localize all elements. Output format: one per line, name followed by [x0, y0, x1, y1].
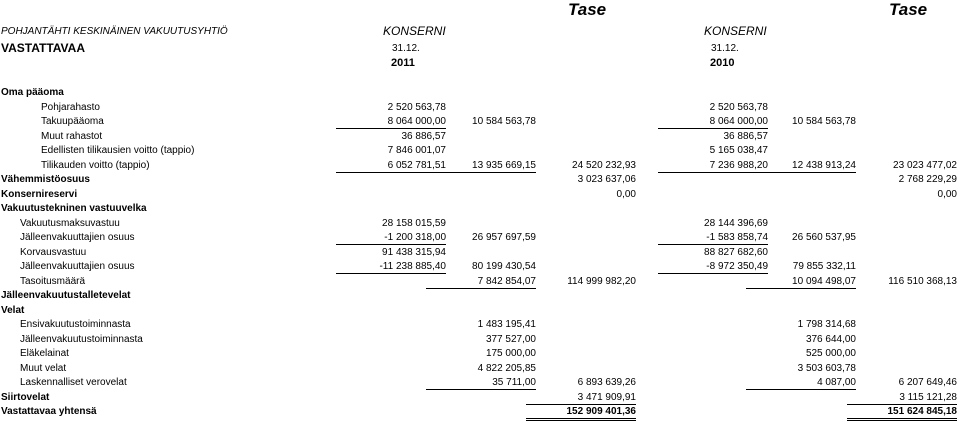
row-value-col4: 36 886,57 — [723, 131, 768, 142]
row-value-col5: 1 798 314,68 — [797, 319, 856, 330]
row-label: Korvausvastuu — [20, 247, 87, 258]
row-value-col1: 7 846 001,07 — [387, 145, 446, 156]
row-value-col5: 376 644,00 — [805, 334, 856, 345]
row-label: Muut velat — [20, 363, 67, 374]
row-value-col1: 91 438 315,94 — [382, 247, 446, 258]
row-label: Vakuutusmaksuvastuu — [20, 218, 120, 229]
row-value-col2: 26 957 697,59 — [472, 232, 536, 243]
row-label: Konsernireservi — [1, 189, 78, 200]
row-value-col1: 2 520 563,78 — [387, 102, 446, 113]
row-value-col6: 23 023 477,02 — [893, 160, 957, 171]
row-value-col2: 7 842 854,07 — [426, 276, 536, 289]
row-value-col3: 24 520 232,93 — [572, 160, 636, 171]
row-label: Siirtovelat — [1, 392, 50, 403]
row-label: Velat — [1, 305, 25, 316]
row-label: Tasoitusmäärä — [20, 276, 86, 287]
row-value-col2: 175 000,00 — [485, 348, 536, 359]
row-label: Oma pääoma — [1, 87, 64, 98]
row-value-col2: 377 527,00 — [485, 334, 536, 345]
row-label: Jälleenvakuuttajien osuus — [20, 261, 135, 272]
row-label: Vastattavaa yhtensä — [1, 406, 97, 417]
row-label: Vakuutustekninen vastuuvelka — [1, 203, 147, 214]
row-value-col3: 0,00 — [616, 189, 636, 200]
row-value-col6: 151 624 845,18 — [847, 406, 957, 421]
row-value-col6: 2 768 229,29 — [898, 174, 957, 185]
group-label-2010: KONSERNI — [704, 24, 767, 38]
row-value-col2: 1 483 195,41 — [477, 319, 536, 330]
row-value-col4: 8 064 000,00 — [658, 116, 768, 129]
year-2010: 2010 — [710, 57, 735, 69]
row-value-col3: 3 023 637,06 — [577, 174, 636, 185]
row-value-col4: 28 144 396,69 — [704, 218, 768, 229]
row-value-col5: 79 855 332,11 — [792, 261, 856, 272]
row-value-col4: -8 972 350,49 — [658, 261, 768, 274]
row-value-col5: 3 503 603,78 — [797, 363, 856, 374]
row-value-col4: 88 827 682,60 — [704, 247, 768, 258]
row-label: Laskennalliset verovelat — [20, 377, 127, 388]
date-2011: 31.12. — [392, 43, 420, 54]
row-value-col2: 80 199 430,54 — [472, 261, 536, 272]
company-name: POHJANTÄHTI KESKINÄINEN VAKUUTUSYHTIÖ — [1, 26, 228, 37]
row-label: Jälleenvakuuttajien osuus — [20, 232, 135, 243]
row-label: Muut rahastot — [41, 131, 103, 142]
row-value-col3: 3 471 909,91 — [526, 392, 636, 405]
row-value-col2: 13 935 669,15 — [426, 160, 536, 173]
row-value-col4: 5 165 038,47 — [709, 145, 768, 156]
row-value-col1: -11 238 885,40 — [336, 261, 446, 274]
row-value-col1: 6 052 781,51 — [336, 160, 446, 173]
row-value-col3: 114 999 982,20 — [567, 276, 636, 287]
row-value-col2: 4 822 205,85 — [477, 363, 536, 374]
row-value-col4: 7 236 988,20 — [658, 160, 768, 173]
row-value-col5: 4 087,00 — [746, 377, 856, 390]
row-value-col1: 36 886,57 — [401, 131, 446, 142]
tase-title-2011: Tase — [568, 0, 607, 19]
row-value-col3: 152 909 401,36 — [526, 406, 636, 421]
row-value-col5: 12 438 913,24 — [746, 160, 856, 173]
row-value-col4: -1 583 858,74 — [658, 232, 768, 245]
row-label: Takuupääoma — [41, 116, 104, 127]
row-value-col1: -1 200 318,00 — [336, 232, 446, 245]
row-label: Jälleenvakuutustoiminnasta — [20, 334, 143, 345]
row-value-col1: 8 064 000,00 — [336, 116, 446, 129]
row-value-col3: 6 893 639,26 — [577, 377, 636, 388]
row-value-col2: 35 711,00 — [426, 377, 536, 390]
year-2011: 2011 — [391, 57, 415, 69]
row-value-col5: 10 094 498,07 — [746, 276, 856, 289]
row-label: Tilikauden voitto (tappio) — [41, 160, 150, 171]
row-label: Vähemmistöosuus — [1, 174, 90, 185]
row-value-col5: 10 584 563,78 — [792, 116, 856, 127]
row-label: Pohjarahasto — [41, 102, 100, 113]
row-value-col1: 28 158 015,59 — [382, 218, 446, 229]
row-value-col6: 3 115 121,28 — [847, 392, 957, 405]
row-value-col6: 0,00 — [937, 189, 957, 200]
row-label: Jälleenvakuutustalletevelat — [1, 290, 131, 301]
row-label: Edellisten tilikausien voitto (tappio) — [41, 145, 195, 156]
group-label-2011: KONSERNI — [383, 24, 446, 38]
section-title: VASTATTAVAA — [1, 41, 85, 55]
row-value-col6: 116 510 368,13 — [888, 276, 957, 287]
tase-title-2010: Tase — [889, 0, 928, 19]
row-value-col6: 6 207 649,46 — [898, 377, 957, 388]
date-2010: 31.12. — [711, 43, 739, 54]
row-value-col5: 525 000,00 — [805, 348, 856, 359]
row-label: Eläkelainat — [20, 348, 69, 359]
row-label: Ensivakuutustoiminnasta — [20, 319, 131, 330]
row-value-col5: 26 560 537,95 — [792, 232, 856, 243]
row-value-col2: 10 584 563,78 — [472, 116, 536, 127]
row-value-col4: 2 520 563,78 — [709, 102, 768, 113]
